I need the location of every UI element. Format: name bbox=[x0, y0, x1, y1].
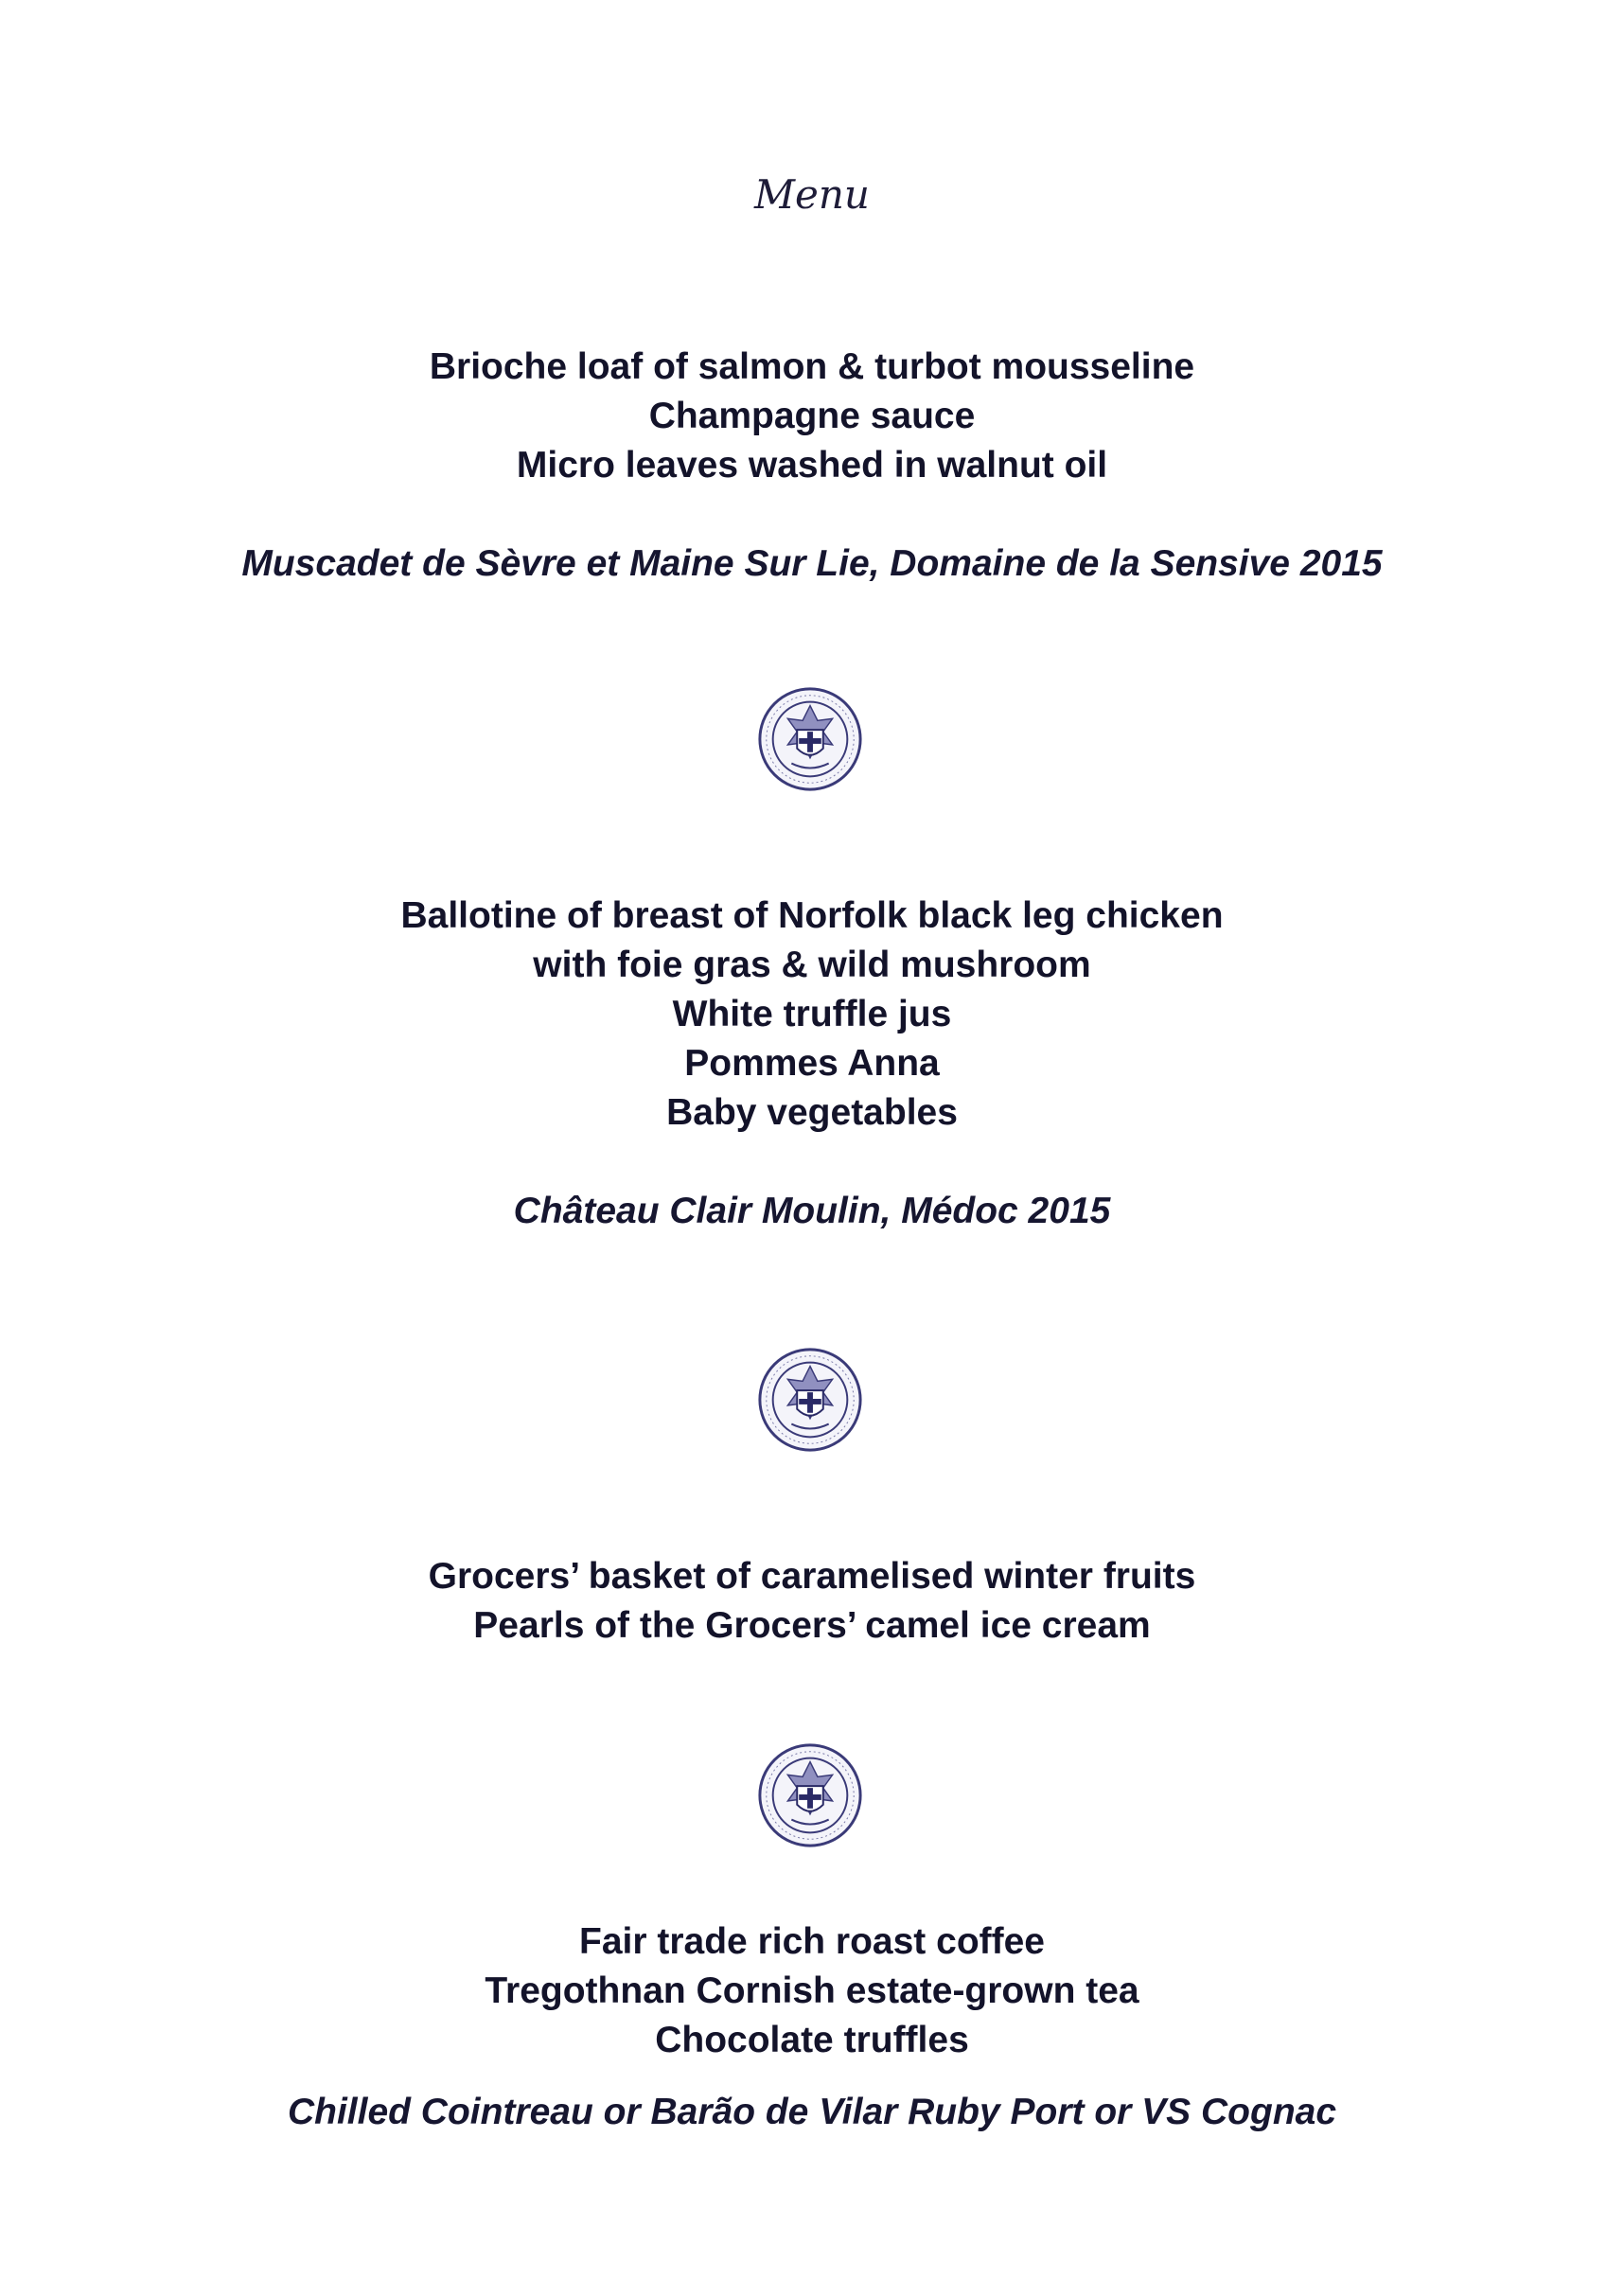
dish-line: Grocers’ basket of caramelised winter fruits bbox=[428, 1556, 1196, 1597]
crest-seal-icon bbox=[754, 1740, 866, 1851]
course-main bbox=[0, 892, 1624, 1138]
crest-seal-icon bbox=[754, 1344, 866, 1456]
digestif-options: Chilled Cointreau or Barão de Vilar Ruby Port or VS Cognac bbox=[287, 2092, 1337, 2132]
course-coffee bbox=[0, 1917, 1624, 2065]
dish-line: White truffle jus bbox=[672, 994, 952, 1034]
crest-seal-icon bbox=[754, 1344, 866, 1456]
dish-line: Fair trade rich roast coffee bbox=[579, 1921, 1045, 1962]
dish-line: Micro leaves washed in walnut oil bbox=[516, 445, 1108, 486]
crest-seal-icon bbox=[754, 1740, 866, 1851]
dish-line: Tregothnan Cornish estate-grown tea bbox=[485, 1970, 1139, 2011]
crest-seal-icon bbox=[754, 683, 866, 795]
wine-pairing-starter: Muscadet de Sèvre et Maine Sur Lie, Domaine de la Sensive 2015 bbox=[241, 543, 1383, 584]
dish-line: Pommes Anna bbox=[684, 1043, 940, 1084]
dish-line: with foie gras & wild mushroom bbox=[533, 945, 1091, 985]
dish-line: Baby vegetables bbox=[666, 1092, 958, 1133]
menu-title: Menu bbox=[754, 171, 870, 218]
course-dessert bbox=[0, 1552, 1624, 1651]
dish-line: Ballotine of breast of Norfolk black leg chicken bbox=[400, 895, 1224, 936]
dish-line: Champagne sauce bbox=[648, 396, 976, 436]
dish-line: Chocolate truffles bbox=[655, 2020, 969, 2060]
dish-line: Brioche loaf of salmon & turbot mousseline bbox=[429, 346, 1195, 387]
course-starter bbox=[0, 343, 1624, 490]
dish-line: Pearls of the Grocers’ camel ice cream bbox=[473, 1605, 1151, 1646]
crest-seal-icon bbox=[754, 683, 866, 795]
wine-pairing-main: Château Clair Moulin, Médoc 2015 bbox=[513, 1191, 1111, 1231]
